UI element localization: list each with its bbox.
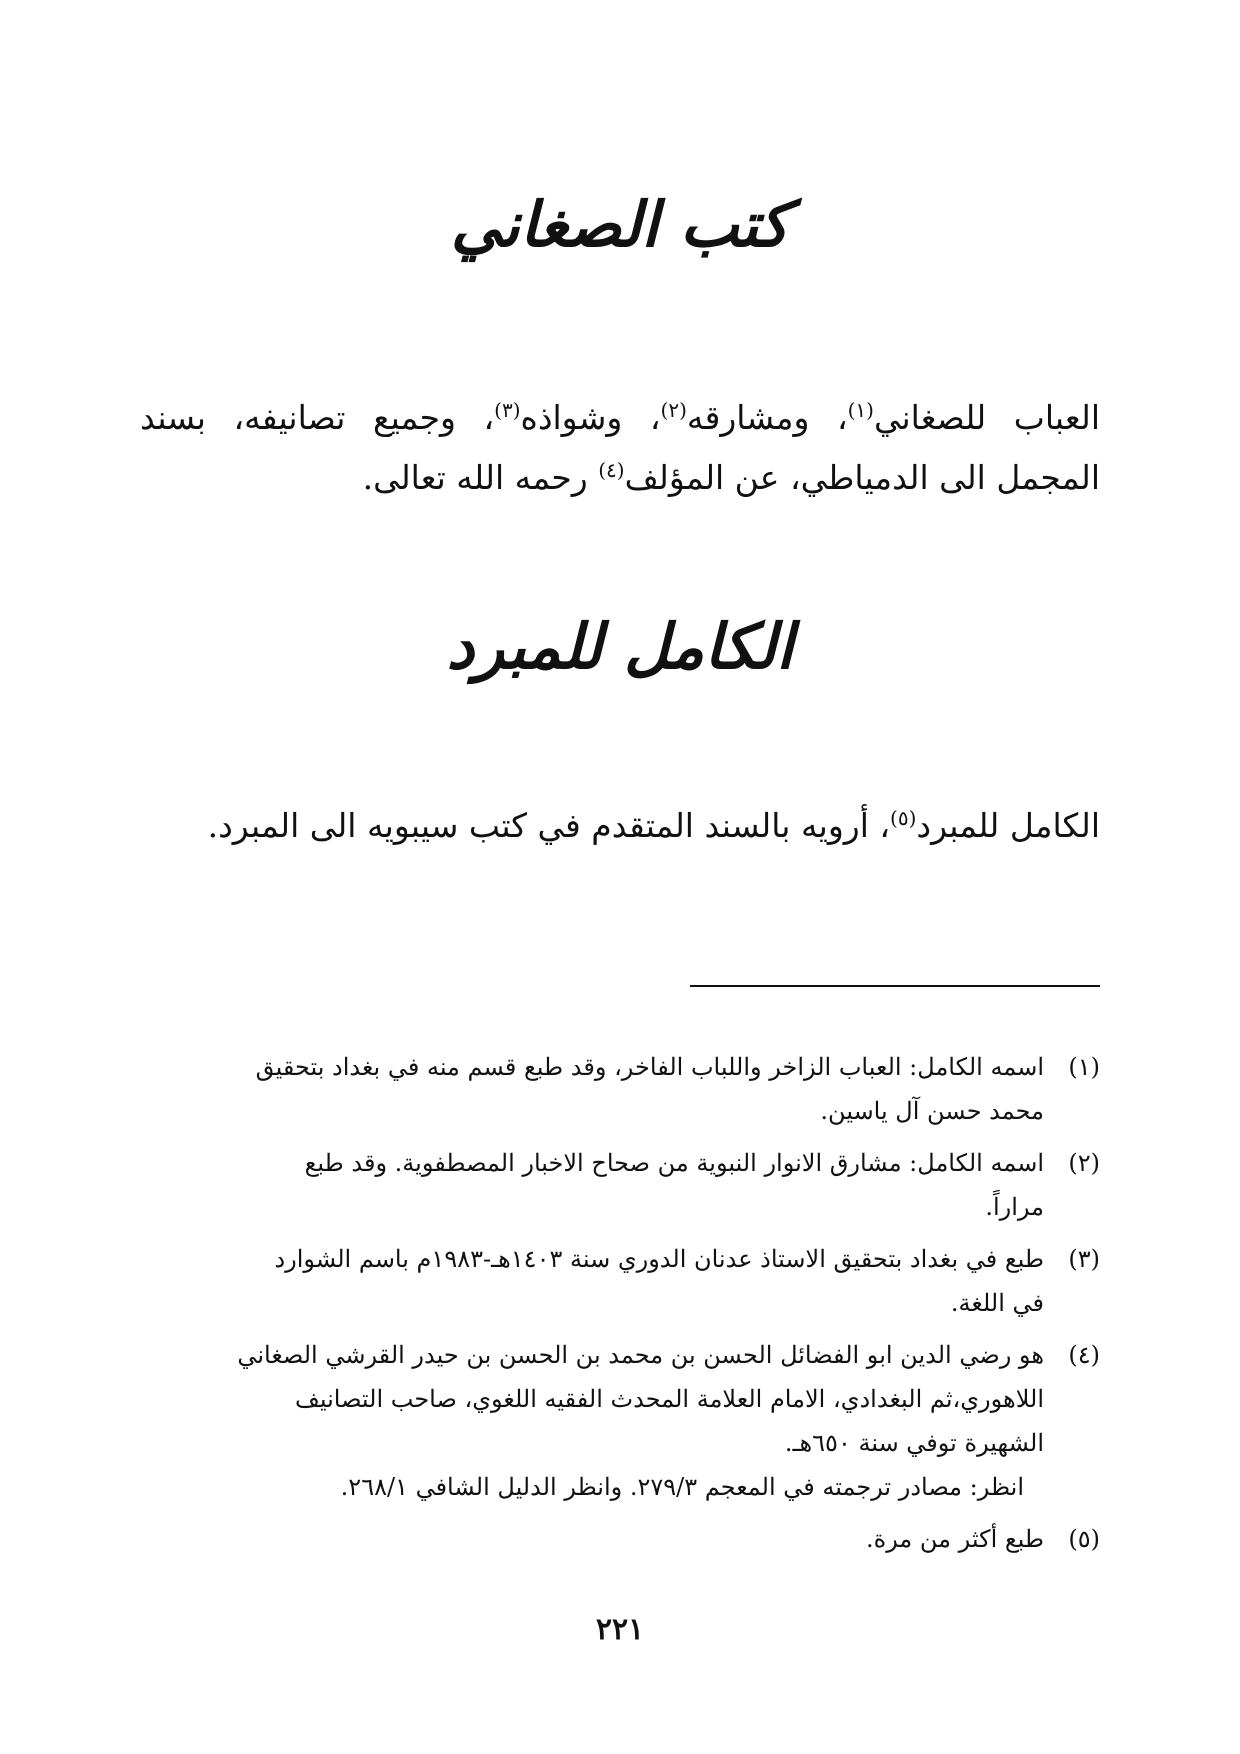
footnote-line: اسمه الكامل: مشارق الانوار النبوية من صحاح الاخبار المصطفوية. وقد طبع bbox=[304, 1149, 1044, 1177]
heading-saghani-books: كتب الصغاني bbox=[450, 188, 790, 261]
footnote-item bbox=[138, 1333, 1100, 1509]
footnote-line: مراراً. bbox=[985, 1193, 1044, 1221]
footnote-separator bbox=[690, 985, 1100, 987]
para1-text-f: رحمه الله تعالى. bbox=[362, 458, 588, 497]
footnote-line: طبع في بغداد بتحقيق الاستاذ عدنان الدوري سنة ١٤٠٣هـ-١٩٨٣م باسم الشوارد bbox=[274, 1245, 1044, 1273]
footnote-ref-5: (٥) bbox=[890, 806, 917, 830]
footnote-text bbox=[138, 1141, 1044, 1229]
paragraph-kamil bbox=[140, 796, 1100, 856]
footnote-line: الشهيرة توفي سنة ٦٥٠هـ. bbox=[784, 1429, 1044, 1457]
footnote-text bbox=[138, 1517, 1044, 1561]
footnote-text bbox=[138, 1237, 1044, 1325]
footnote-item bbox=[138, 1517, 1100, 1561]
footnote-text bbox=[138, 1045, 1044, 1133]
footnote-number: (٥) bbox=[1068, 1525, 1100, 1553]
footnote-ref-4: (٤) bbox=[598, 458, 625, 482]
footnote-text bbox=[138, 1333, 1044, 1509]
para2-text-b: ، أرويه بالسند المتقدم في كتب سيبويه الى المبرد. bbox=[207, 806, 891, 845]
paragraph-saghani bbox=[140, 388, 1100, 508]
footnote-item bbox=[138, 1045, 1100, 1133]
para2-text-a: الكامل للمبرد bbox=[916, 806, 1100, 845]
footnotes bbox=[138, 1045, 1100, 1569]
footnote-see-also: انظر: مصادر ترجمته في المعجم ٢٧٩/٣. وانظر الدليل الشافي ٢٦٨/١. bbox=[340, 1473, 1024, 1501]
para1-text-a: العباب للصغاني bbox=[873, 398, 1100, 437]
footnote-line: هو رضي الدين ابو الفضائل الحسن بن محمد بن الحسن بن حيدر القرشي الصغاني bbox=[237, 1341, 1044, 1369]
footnote-number: (١) bbox=[1068, 1053, 1100, 1081]
footnote-item bbox=[138, 1237, 1100, 1325]
para1-text-e: المجمل الى الدمياطي، عن المؤلف bbox=[624, 458, 1100, 497]
footnote-number: (٤) bbox=[1068, 1341, 1100, 1369]
footnote-number: (٢) bbox=[1068, 1149, 1100, 1177]
footnote-line: في اللغة. bbox=[950, 1289, 1044, 1317]
footnote-number: (٣) bbox=[1068, 1245, 1100, 1273]
page-number: ٢٢١ bbox=[595, 1612, 645, 1647]
para1-text-c: ، وشواذه bbox=[520, 398, 661, 437]
footnote-line: طبع أكثر من مرة. bbox=[865, 1525, 1044, 1553]
footnote-line: اسمه الكامل: العباب الزاخر واللباب الفاخر، وقد طبع قسم منه في بغداد بتحقيق bbox=[255, 1053, 1044, 1081]
footnote-item bbox=[138, 1141, 1100, 1229]
footnote-ref-3: (٣) bbox=[494, 398, 521, 422]
footnote-ref-2: (٢) bbox=[660, 398, 687, 422]
heading-kamil-mubarrad: الكامل للمبرد bbox=[446, 610, 794, 683]
footnote-ref-1: (١) bbox=[847, 398, 874, 422]
footnote-line: محمد حسن آل ياسين. bbox=[820, 1097, 1044, 1125]
footnote-line: اللاهوري،ثم البغدادي، الامام العلامة المحدث الفقيه اللغوي، صاحب التصانيف bbox=[295, 1385, 1044, 1413]
para1-text-b: ، ومشارقه bbox=[686, 398, 848, 437]
para1-text-d: ، وجميع تصانيفه، بسند bbox=[140, 398, 495, 437]
